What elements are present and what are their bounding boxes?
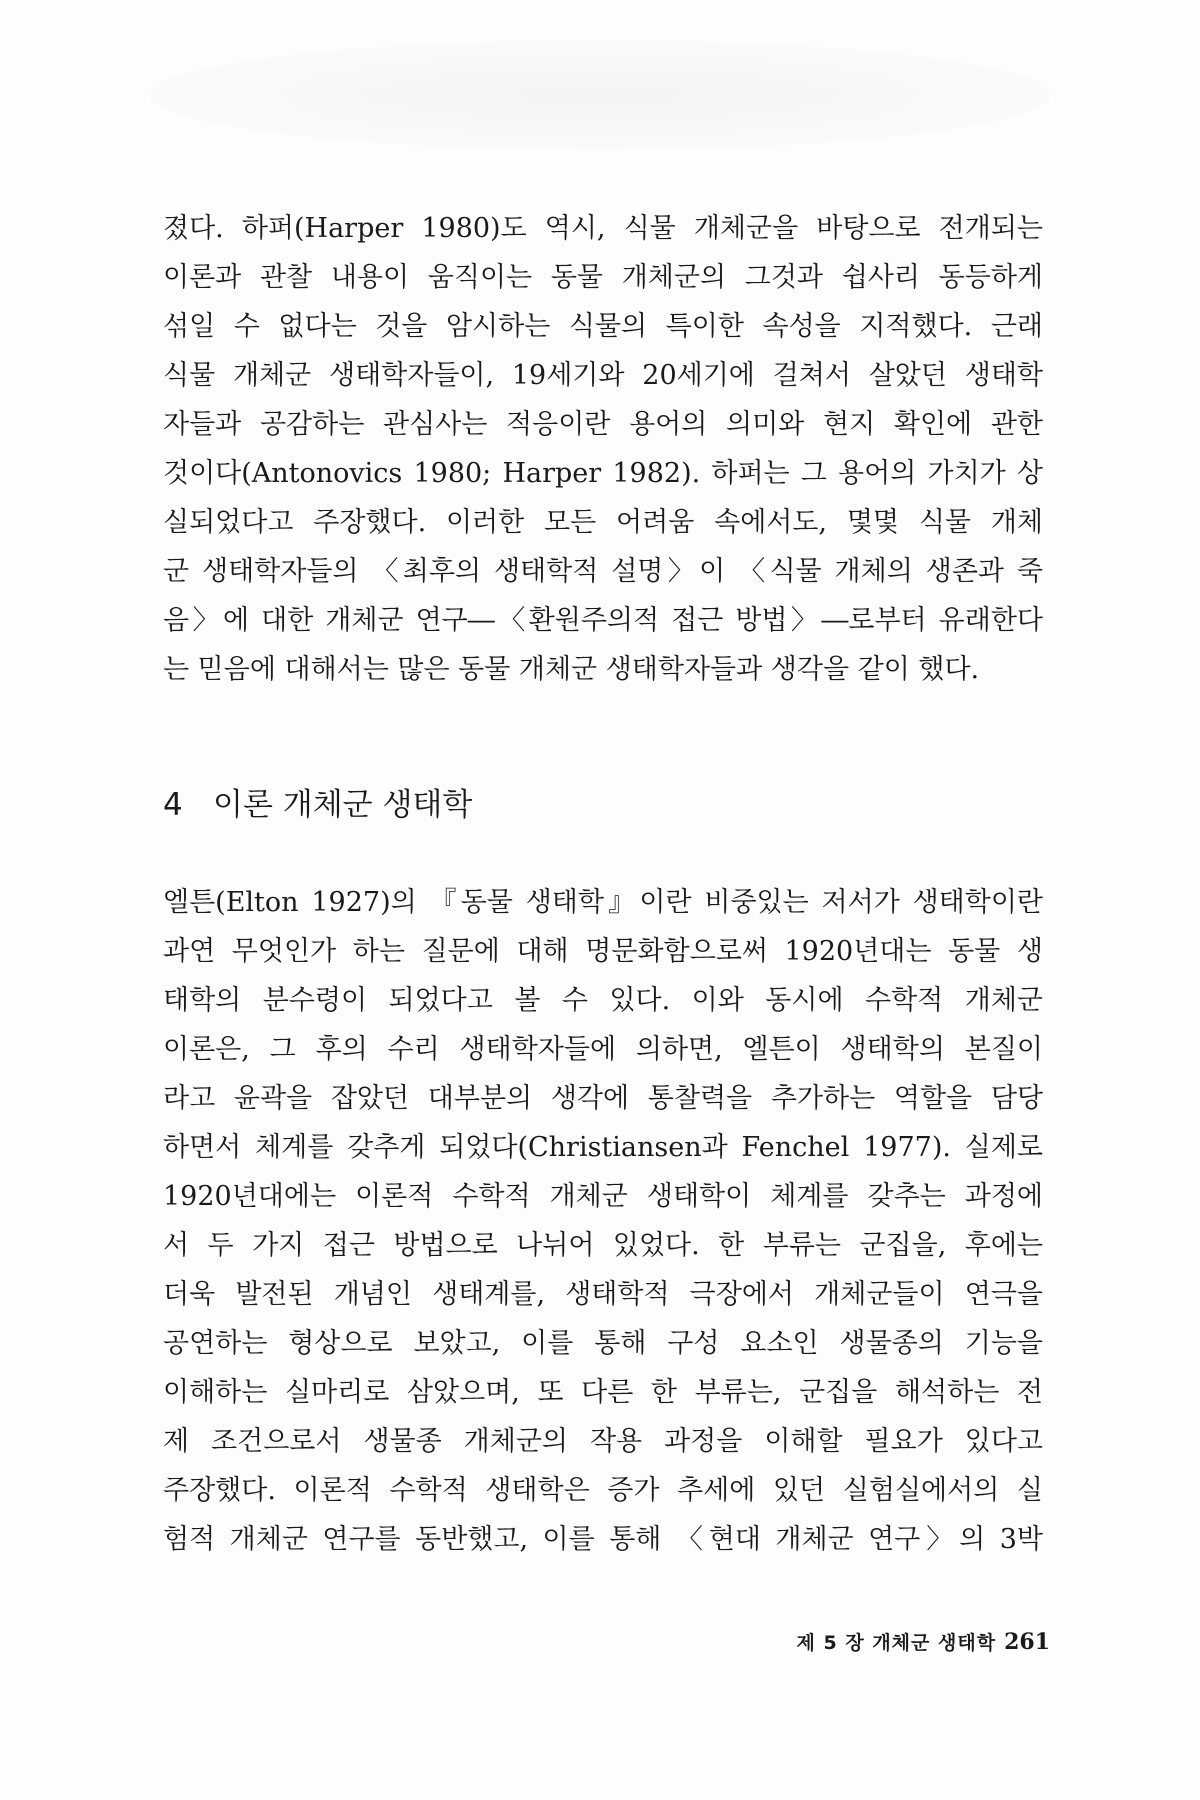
text-line: 실되었다고 주장했다. 이러한 모든 어려움 속에서도, 몇몇 식물 개체 [163, 507, 1043, 538]
text-line: 제 조건으로서 생물종 개체군의 작용 과정을 이해할 필요가 있다고 [163, 1426, 1043, 1457]
page-footer [797, 1622, 1050, 1662]
text-line: 엘튼(Elton 1927)의 『동물 생태학』이란 비중있는 저서가 생태학이란 [163, 887, 1043, 918]
text-line: 이론은, 그 후의 수리 생태학자들에 의하면, 엘튼이 생태학의 본질이 [163, 1034, 1043, 1065]
page-number: 261 [1004, 1629, 1050, 1655]
text-line: 식물 개체군 생태학자들이, 19세기와 20세기에 걸쳐서 살았던 생태학 [163, 360, 1043, 391]
text-line: 라고 윤곽을 잡았던 대부분의 생각에 통찰력을 추가하는 역할을 담당 [163, 1083, 1043, 1114]
text-line: 음〉에 대한 개체군 연구―〈환원주의적 접근 방법〉―로부터 유래한다 [163, 605, 1043, 636]
section-number: 4 [163, 787, 183, 823]
text-line: 주장했다. 이론적 수학적 생태학은 증가 추세에 있던 실험실에서의 실 [163, 1475, 1043, 1506]
section-heading [163, 780, 472, 830]
text-line: 태학의 분수령이 되었다고 볼 수 있다. 이와 동시에 수학적 개체군 [163, 985, 1043, 1016]
text-line: 섞일 수 없다는 것을 암시하는 식물의 특이한 속성을 지적했다. 근래 [163, 311, 1043, 342]
running-footer-chapter: 제 5 장 개체군 생태학 [796, 1632, 997, 1654]
text-line: 서 두 가지 접근 방법으로 나뉘어 있었다. 한 부류는 군집을, 후에는 [163, 1230, 1043, 1261]
text-line: 이해하는 실마리로 삼았으며, 또 다른 한 부류는, 군집을 해석하는 전 [163, 1377, 1043, 1408]
text-line: 것이다(Antonovics 1980; Harper 1982). 하퍼는 그 용어의 가치가 상 [163, 458, 1043, 489]
text-line: 과연 무엇인가 하는 질문에 대해 명문화함으로써 1920년대는 동물 생 [163, 936, 1043, 967]
text-line: 자들과 공감하는 관심사는 적응이란 용어의 의미와 현지 확인에 관한 [163, 409, 1043, 440]
text-line: 더욱 발전된 개념인 생태계를, 생태학적 극장에서 개체군들이 연극을 [163, 1279, 1043, 1310]
scan-shadow [150, 40, 1050, 150]
section-title: 이론 개체군 생태학 [213, 787, 473, 823]
text-line: 하면서 체계를 갖추게 되었다(Christiansen과 Fenchel 1977). 실제로 [163, 1132, 1043, 1163]
text-line: 졌다. 하퍼(Harper 1980)도 역시, 식물 개체군을 바탕으로 전개되는 [163, 213, 1043, 244]
text-line: 험적 개체군 연구를 동반했고, 이를 통해 〈현대 개체군 연구〉의 3박 [163, 1524, 1043, 1555]
text-line: 는 믿음에 대해서는 많은 동물 개체군 생태학자들과 생각을 같이 했다. [163, 654, 980, 685]
paragraph-continued [163, 204, 1043, 694]
text-line: 공연하는 형상으로 보았고, 이를 통해 구성 요소인 생물종의 기능을 [163, 1328, 1043, 1359]
text-line: 군 생태학자들의 〈최후의 생태학적 설명〉이 〈식물 개체의 생존과 죽 [163, 556, 1043, 587]
text-line: 이론과 관찰 내용이 움직이는 동물 개체군의 그것과 쉽사리 동등하게 [163, 262, 1043, 293]
paragraph-body [163, 878, 1043, 1564]
text-line: 1920년대에는 이론적 수학적 개체군 생태학이 체계를 갖추는 과정에 [163, 1181, 1043, 1212]
